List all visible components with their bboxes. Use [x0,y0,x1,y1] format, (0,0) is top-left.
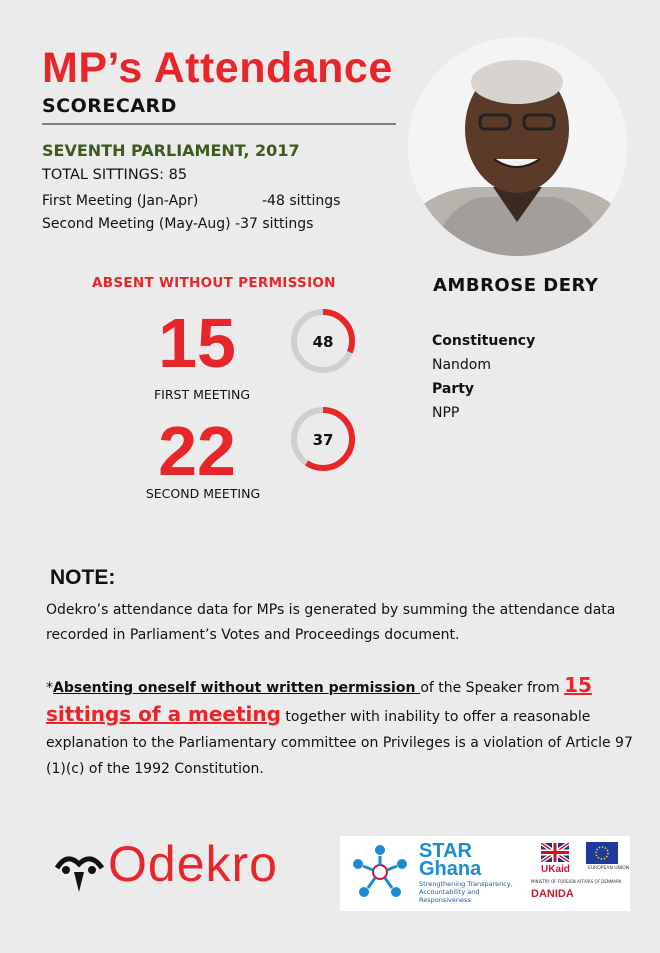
second-meeting-absent-count: 22 [158,412,236,490]
meeting-row-first [42,193,340,209]
second-meeting-ring [288,404,358,474]
meeting-label: First Meeting (Jan-Apr) [42,193,199,209]
note-rule [46,672,656,782]
rule-mid: of the Speaker from [420,680,565,696]
constituency-value: Nandom [432,357,492,373]
second-meeting-total: 37 [312,431,334,449]
odekro-logo-icon [52,850,107,895]
odekro-logo-text: Odekro [108,836,278,892]
rule-star: * [46,680,53,696]
constituency-label: Constituency [432,333,536,349]
star-ghana-logo-icon [348,842,412,904]
page-subtitle: SCORECARD [42,95,177,117]
star-ghana-line2: Ghana [419,858,482,880]
parliament-heading: SEVENTH PARLIAMENT, 2017 [42,141,300,160]
uk-flag-icon [541,843,569,862]
mp-name: AMBROSE DERY [433,275,599,296]
meeting-label: Second Meeting (May-Aug) [42,216,231,232]
party-label: Party [432,381,475,397]
first-meeting-absent-count: 15 [158,304,236,382]
star-ghana-tagline: Strengthening Transparency, Accountability and Responsiveness [419,880,513,904]
ukaid-logo-text: UKaid [541,864,570,875]
note-text: Odekro’s attendance data for MPs is generated by summing the attendance data recorded in Parliament’s Votes and Proceedings document. [46,602,616,643]
meeting-value: -37 sittings [235,216,314,232]
rule-underlined: Absenting oneself without written permission [53,680,421,696]
danida-ministry: MINISTRY OF FOREIGN AFFAIRS OF DENMARK [531,879,622,884]
note-heading: NOTE: [50,566,116,589]
page-title: MP’s Attendance [42,44,393,92]
first-meeting-total: 48 [312,333,334,351]
rule-end: together with inability to offer a reasonable explanation to the Parliamentary committee on Privileges is a violation of Article 97 (1)(c) of the 1992 Constitution. [46,709,633,777]
rule-highlight: 15 sittings of a meeting [46,673,592,726]
absent-heading: ABSENT WITHOUT PERMISSION [92,275,336,291]
mp-photo [408,37,627,256]
first-meeting-caption: FIRST MEETING [153,387,251,402]
second-meeting-caption: SECOND MEETING [145,486,261,501]
star-ghana-line1: STAR [419,840,472,862]
eu-label: EUROPEAN UNION [588,866,630,871]
total-sittings: TOTAL SITTINGS: 85 [42,167,188,183]
meeting-row-second [42,216,313,232]
title-divider [42,123,396,125]
meeting-value: -48 sittings [262,193,341,209]
first-meeting-ring [288,306,358,376]
eu-flag-icon [586,842,618,864]
danida-logo-text: DANIDA [531,888,574,900]
party-value: NPP [432,405,460,421]
